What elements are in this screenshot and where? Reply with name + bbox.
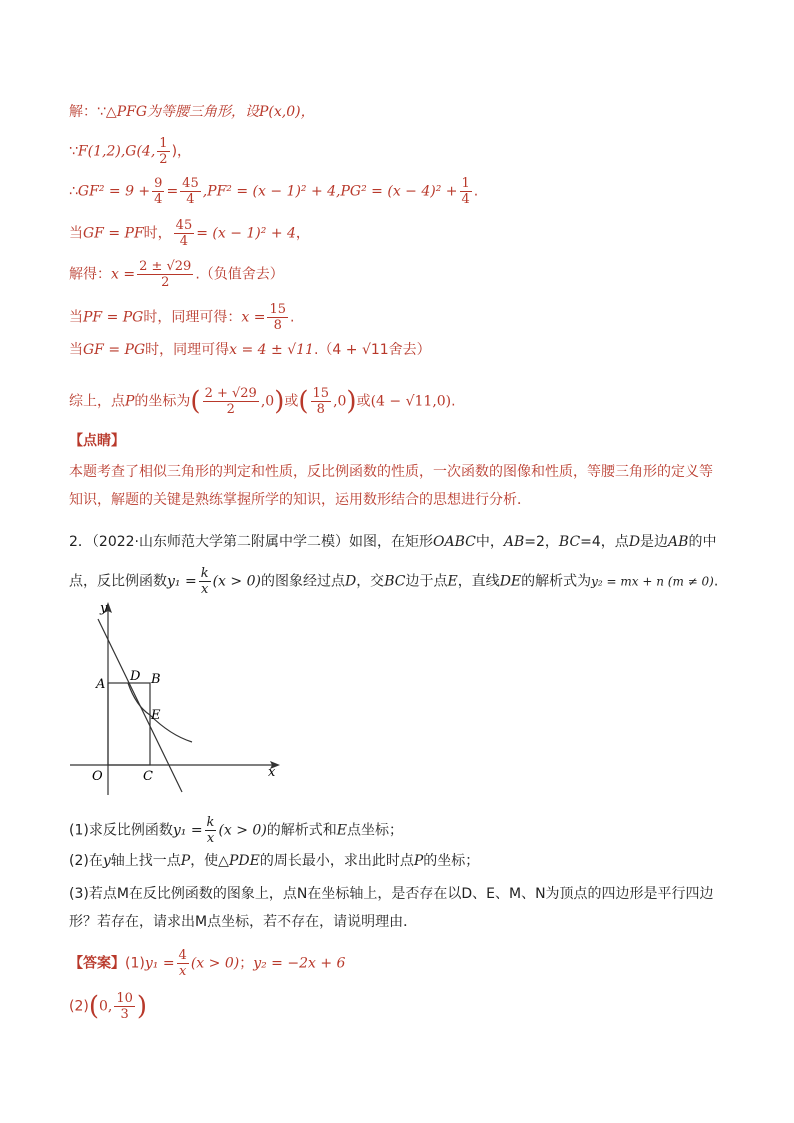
question-1: (1)求反比例函数y₁ = $\frac{k}{x}$ (x > 0)的解析式和E点坐标； — [69, 815, 404, 846]
label-y: y — [100, 601, 108, 616]
solution-line-4: 当GF = PF时， $\frac{45}{4}$ = (x − 1)² + 4， — [69, 218, 310, 249]
solution-line-5: 解得：x = $\frac{2 \pm √29}{2}$ .（负值舍去） — [69, 259, 284, 290]
because-symbol: ∵ — [69, 143, 78, 160]
fraction: $\frac{1}{2}$ — [159, 136, 168, 167]
answer-heading: 【答案】 — [69, 955, 125, 972]
label-o: O — [92, 769, 103, 784]
question-3: (3)若点M在反比例函数的图象上，点N在坐标轴上，是否存在以D、E、M、N为顶点的四边形是平行四边形？若存在，请求出M点坐标，若不存在，请说明理由． — [69, 886, 714, 930]
label-c: C — [143, 769, 153, 784]
because-symbol: ∵ — [97, 104, 106, 120]
solution-line-7: 当GF = PG时，同理可得x = 4 ± √11.（4 + √11舍去） — [69, 342, 431, 358]
solution-line-6: 当PF = PG时，同理可得：x = $\frac{15}{8}$ . — [69, 302, 295, 333]
label-a: A — [96, 677, 106, 692]
label-b: B — [151, 672, 161, 687]
label-e: E — [151, 708, 161, 723]
line-de — [98, 619, 182, 792]
answer-line-1: 【答案】(1)y₁ = $\frac{4}{x}$ (x > 0)；y₂ = −2x + 6 — [69, 948, 346, 979]
rectangle-oabc — [108, 683, 150, 765]
question-2: (2)在y轴上找一点P，使△PDE的周长最小，求出此时点P的坐标； — [69, 853, 480, 869]
solution-text: △PFG为等腰三角形，设P(x,0)， — [105, 104, 315, 120]
problem2-line-2: 点，反比例函数y₁ = $\frac{k}{x}$ (x > 0)的图象经过点D，交BC边于点E，直线DE的解析式为y₂ = mx + n (m ≠ 0). — [69, 566, 719, 597]
answer-line-2: (2)(0, $\frac{10}{3}$ ) — [69, 991, 148, 1022]
label-d: D — [130, 669, 141, 684]
therefore-symbol: ∴ — [69, 183, 78, 200]
comment-heading: 【点睛】 — [69, 433, 125, 449]
solution-line-8: 综上，点P的坐标为( $\frac{2 + √29}{2}$ ,0)或( $\frac{15}{8}$ ,0)或(4 − √11,0). — [69, 386, 456, 417]
coordinate-figure — [70, 597, 290, 797]
problem2-line-1: 2．（2022·山东师范大学第二附属中学二模）如图，在矩形OABC中，AB=2，BC=4，点D是边AB的中 — [69, 534, 717, 550]
label-x: x — [268, 765, 276, 780]
solution-line-1 — [69, 103, 729, 121]
solution-line-2: ∵F(1,2),G(4, $\frac{1}{2}$ )， — [69, 136, 192, 167]
solution-line-3: ∴GF² = 9 + $\frac{9}{4}$ = $\frac{45}{4}$ ,PF² = (x − 1)² + 4,PG² = (x − 4)² + $\frac{1}{4}$ . — [69, 176, 479, 207]
comment-text: 本题考查了相似三角形的判定和性质，反比例函数的性质，一次函数的图像和性质，等腰三角形的定义等知识，解题的关键是熟练掌握所学的知识，运用数形结合的思想进行分析． — [69, 464, 713, 508]
solution-prefix: 解： — [69, 104, 97, 120]
point-coordinates: F(1,2),G(4, — [77, 143, 156, 160]
